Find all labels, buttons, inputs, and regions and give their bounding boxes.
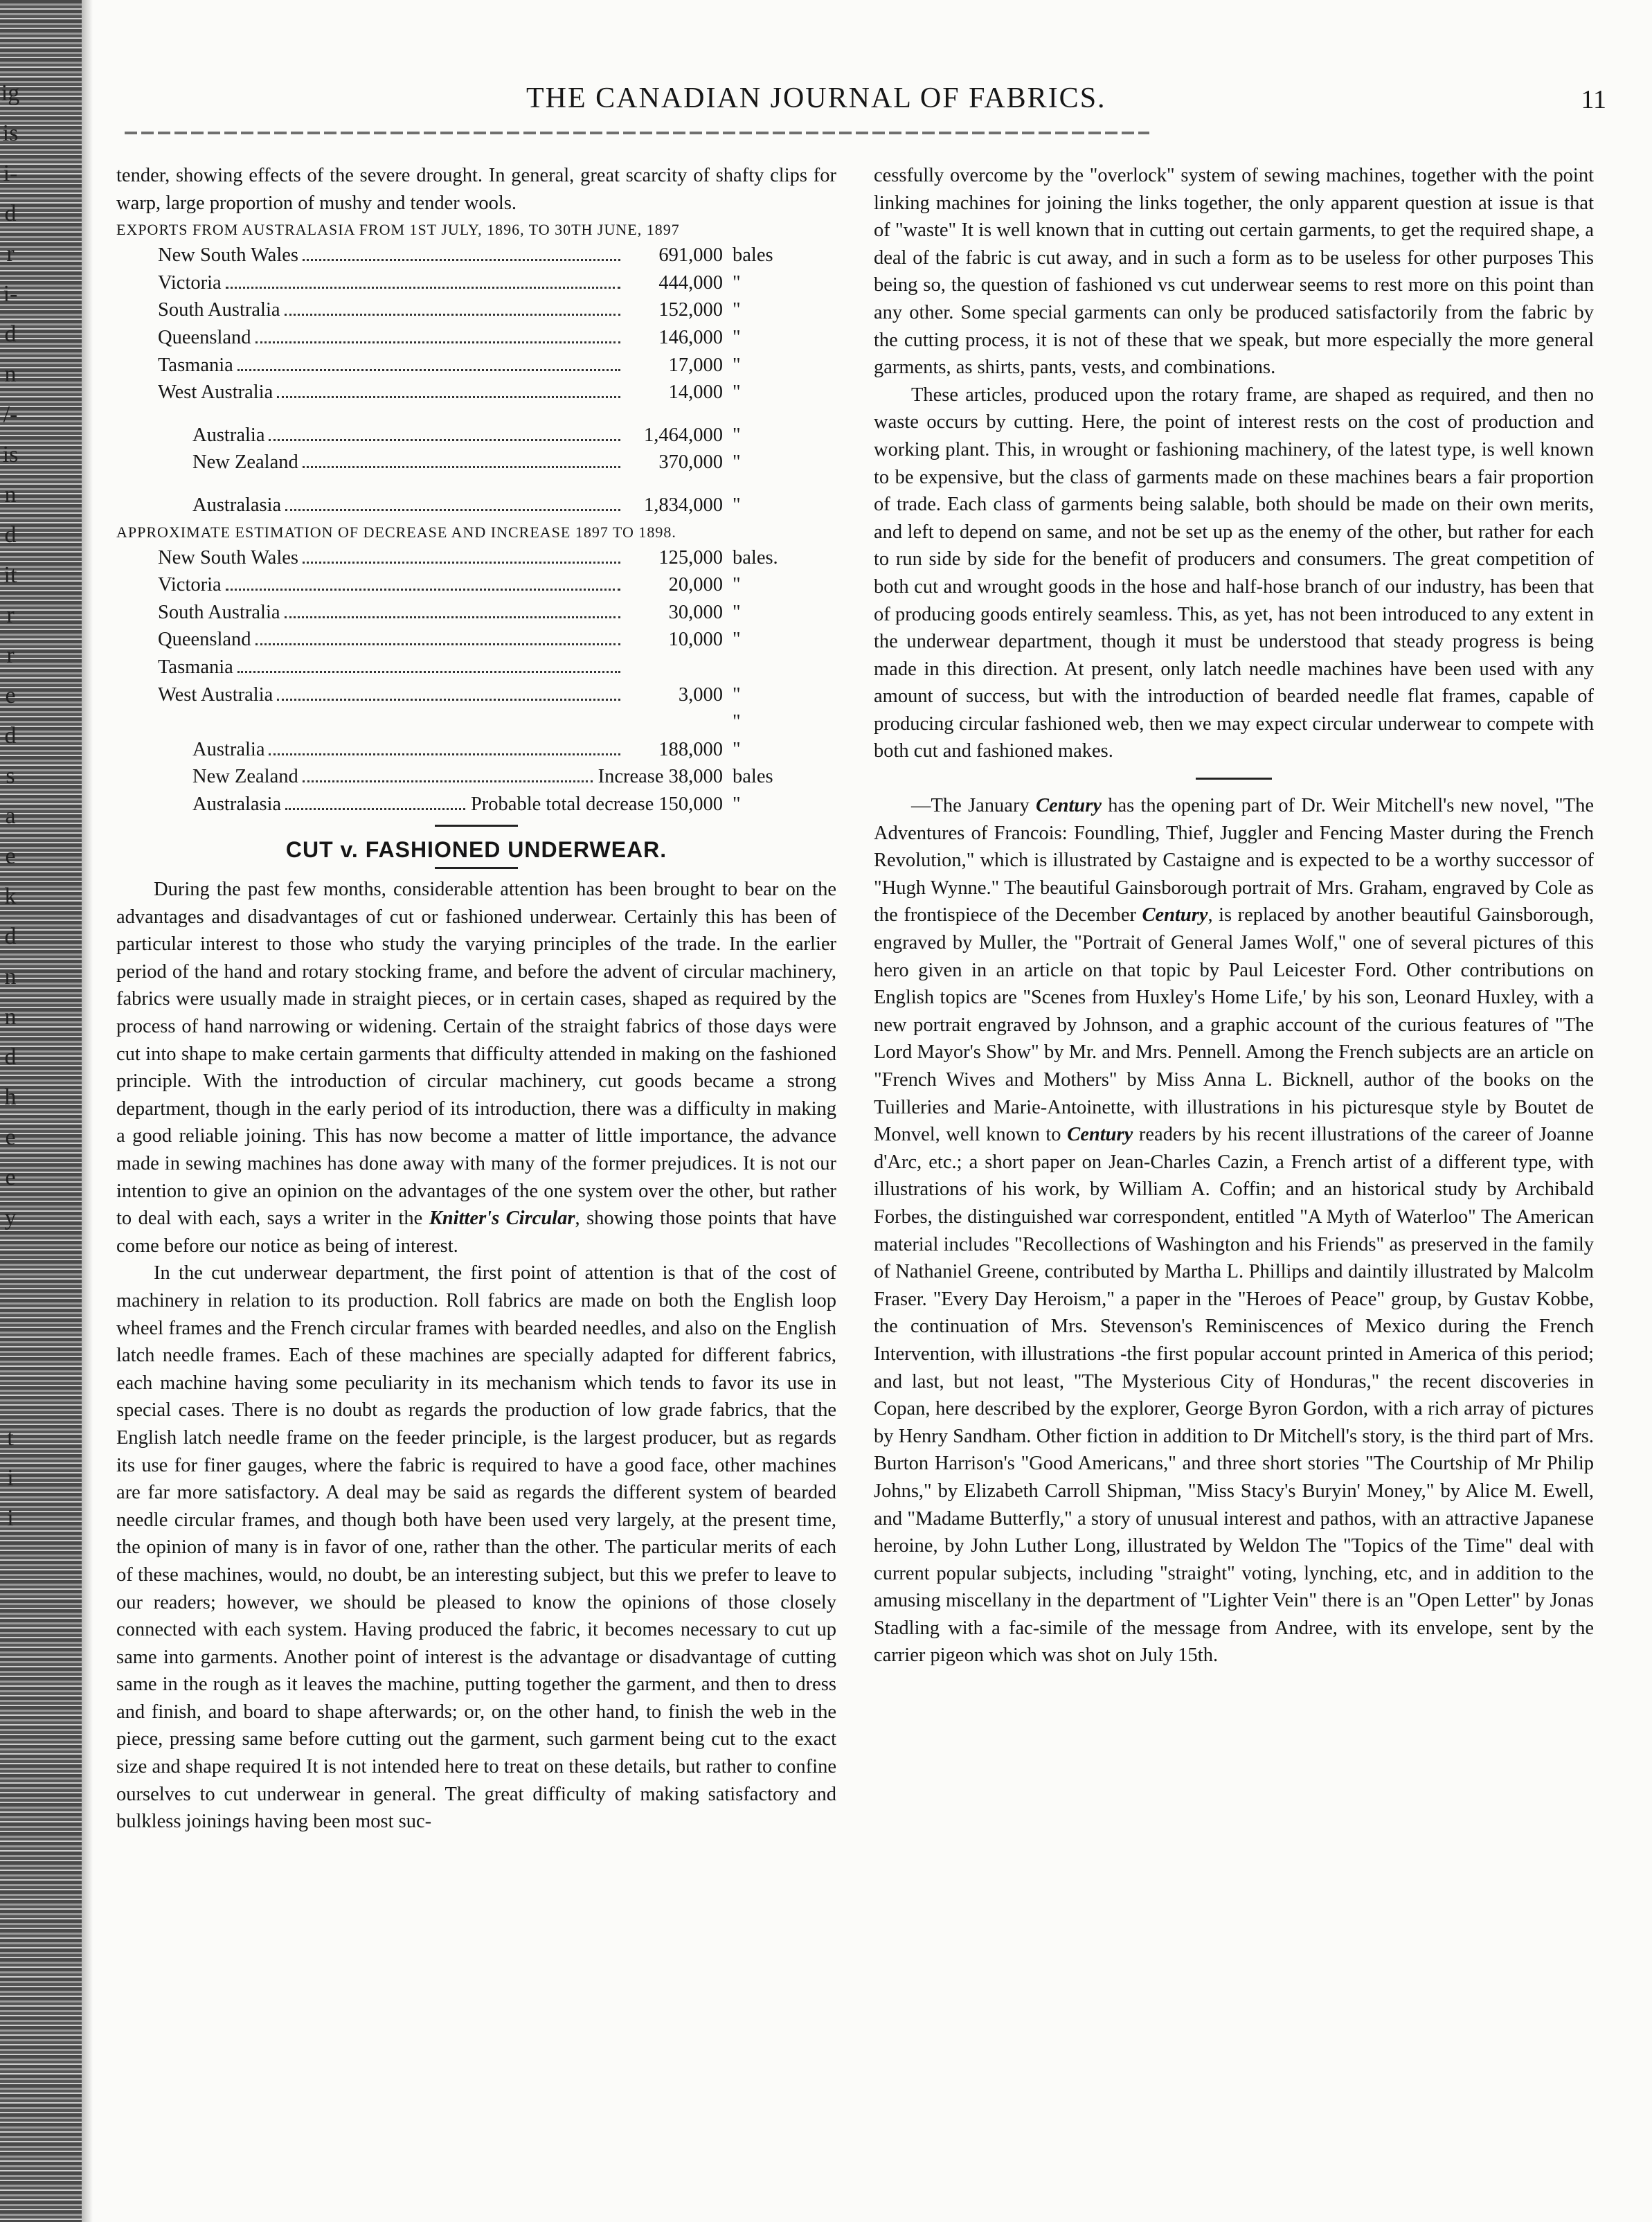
stat-name: West Australia: [158, 683, 273, 706]
stat-name: New Zealand: [192, 451, 298, 474]
stat-name: Queensland: [158, 326, 251, 348]
margin-fragment: r: [6, 602, 15, 628]
estimation-blank-row: [116, 708, 836, 736]
margin-fragment: e: [5, 1125, 16, 1150]
paragraph: cessfully overcome by the "overlock" system of sewing machines, together with the point linking machines for joining the links together, the only apparent question at issue is that of "waste" It is well known that in cutting out certain garments, to get the required shape, a deal of the fabric is cut away, and in such a form as to be useless for other purposes This being so, the question of fashioned vs cut underwear seems to rest more on this point than any other. Some special garments can only be produced satisfactorily from the fabric by the cutting process, it is not of these that we speak, but more especially the more general garments, as shirts, pants, vests, and combinations.: [874, 165, 1594, 379]
leader-dots: [255, 629, 620, 645]
stat-row: [116, 599, 836, 627]
stat-name: Australasia: [192, 793, 282, 815]
magazine-title: Century: [1067, 1124, 1133, 1146]
stat-value: 691,000: [658, 244, 723, 267]
stat-row: [116, 324, 836, 352]
stat-unit: ": [733, 271, 741, 294]
stat-unit: ": [733, 738, 741, 760]
journal-title: THE CANADIAN JOURNAL OF FABRICS.: [526, 82, 1106, 114]
exports-heading: EXPORTS FROM AUSTRALASIA FROM 1ST JULY, 1896, TO 30TH JUNE, 1897: [116, 221, 680, 239]
stat-value: 17,000: [668, 354, 723, 376]
stat-value: 1,464,000: [644, 424, 723, 446]
intro-text: tender, showing effects of the severe drought. In general, great scarcity of shafty clips for warp, large proportion of mushy and tender wools.: [116, 165, 836, 214]
margin-fragment: n: [4, 361, 17, 387]
margin-fragment: ig: [1, 80, 20, 106]
margin-fragment: d: [4, 924, 17, 949]
leader-dots: [237, 355, 620, 371]
stat-name: New South Wales: [158, 546, 298, 568]
paragraph: [116, 876, 836, 1260]
stat-unit: ": [733, 299, 741, 321]
magazine-title: Century: [1142, 904, 1208, 926]
stat-unit: ": [733, 711, 741, 733]
margin-fragment: d: [4, 1044, 17, 1070]
margin-fragment: e: [5, 1165, 16, 1190]
stat-value: 3,000: [678, 683, 723, 706]
stat-value: 146,000: [658, 326, 723, 348]
stat-row: [116, 763, 836, 791]
estimation-heading: APPROXIMATE ESTIMATION OF DECREASE AND INCREASE 1897 TO 1898.: [116, 523, 676, 541]
stat-value: 1,834,000: [644, 494, 723, 516]
stat-unit: ": [733, 793, 741, 815]
margin-fragment: e: [5, 843, 16, 869]
leader-dots: [269, 740, 620, 755]
stat-name: New South Wales: [158, 244, 298, 267]
margin-fragment: is: [2, 120, 19, 146]
stat-row: [116, 654, 836, 681]
stat-row: [116, 681, 836, 709]
stat-unit: ": [733, 382, 741, 404]
stat-name: South Australia: [158, 299, 280, 321]
margin-fragment: r: [6, 643, 15, 668]
stat-name: Tasmania: [158, 656, 233, 678]
stat-row: [116, 379, 836, 406]
margin-fragment: /-: [3, 402, 18, 427]
stat-row: [116, 571, 836, 599]
stat-value: 152,000: [658, 299, 723, 321]
text-span: readers by his recent illustrations of the career of Joanne d'Arc, etc.; a short paper on Jean-Charles Cazin, a French artist of a different type, with illustrations of his work, by William A. Coffin; and an historical study by Archibald Forbes, the distinguished war correspondent, entitled "A Myth of Waterloo" The American material includes "Recollections of Washington and his Friends" as preserved in the family of Nathaniel Greene, contributed by Martha L. Phillips and daintily illustrated by Malcolm Fraser. "Every Day Heroism," a paper in the "Heroes of Peace" group, by Gustav Kobbe, the continuation of Mrs. Stevenson's Reminiscences of Mexico during the French Intervention, with illustrations -the first popular account printed in America of this period; and last, but not least, "The Mysterious City of Honduras," the recent discoveries in Copan, here described by the explorer, George Byron Gordon, with a rich array of pictures by Henry Sandham. Other fiction in addition to Dr Mitchell's story, is the third part of Mrs. Burton Harrison's "Good Americans," and three short stories "The Courtship of Mr Philip Johns," by Elizabeth Carroll Shipman, "Miss Stacy's Buryin' Money," by Alice M. Ewell, and "Madame Butterfly," a story of unusual interest and pathos, with an attractive Japanese heroine, by John Luther Long, illustrated by Weldon The "Topics of the Time" deal with current popular subjects, including "straight" voting, lynching, etc, and in addition to the amusing miscellany in the department of "Lighter Vein" there is an "Open Letter" by Jonas Stadling with a fac-simile of the message from Andree, with its envelope, sent by the carrier pigeon which was shot on July 15th.: [874, 1124, 1595, 1667]
leader-dots: [303, 452, 620, 468]
leader-dots: [285, 794, 465, 810]
stat-row: [116, 296, 836, 324]
stat-value: 188,000: [658, 738, 723, 760]
leader-dots: [285, 495, 620, 511]
page-header: [125, 82, 1613, 123]
leader-dots: [255, 328, 620, 343]
estimation-table: [116, 544, 836, 709]
margin-fragment: i: [7, 1505, 14, 1531]
leader-dots: [285, 602, 620, 618]
stat-name: Victoria: [158, 574, 222, 596]
stat-row: [116, 492, 836, 519]
paragraph: In the cut underwear department, the first point of attention is that of the cost of machinery in relation to its production. Roll fabrics are made on both the English loop wheel frames and the French circular frames with bearded needles, and also on the English latch needle frames. Each of these machines are specially adapted for different fabrics, each machine having some peculiarity in its mechanism which tends to favor its use in special cases. There is no doubt as regards the production of low grade fabrics, that the English latch needle frame on the feeder principle, is the largest producer, but as regards its use for finer gauges, where the fabric is required to have a good face, other machines are far more satisfactory. A deal may be said as regards the different system of bearded needle circular frames, and though both have been used very largely, at the present time, the opinion of many is in favor of one, rather than the other. The particular merits of each of these machines, would, no doubt, be an interesting subject, but this we prefer to leave to our readers; however, we should be pleased to know the opinions of those closely connected with each system. Having produced the fabric, it becomes necessary to cut up same into garments. Another point of interest is the advantage or disadvantage of cutting same in the rough as it leaves the machine, putting together the garment, and then to dress and finish, and board to shape afterwards; or, on the other hand, to finish the web in the piece, pressing same before cutting out the garment, such garment being cut to the exact size and shape required It is not intended here to treat on these details, but rather to confine ourselves to cut underwear in general. The great difficulty of making satisfactory and bulkless joinings having been most suc-: [116, 1262, 836, 1833]
stat-value: 10,000: [668, 629, 723, 651]
text-span: , is replaced by another beautiful Gainsborough, engraved by Muller, the "Portrait of General James Wolf," one of several pictures of this hero given in an article on that topic by Paul Leicester Ford. Other contributions on English topics are "Scenes from Huxley's Home Life,' by his son, Leonard Huxley, with a new portrait engraved by Johnson, and a graphic account of the curious features of "The Lord Mayor's Show" by Mr. and Mrs. Pennell. Among the French subjects are an article on "French Wives and Mothers" by Miss Anna L. Bicknell, author of the books on the Tuilleries and Marie-Antoinette, with illustrations in his picturesque style by Boutet de Monvel, well known to: [874, 904, 1594, 1146]
stat-name: New Zealand: [192, 766, 298, 788]
margin-fragment: i: [7, 1465, 14, 1491]
leader-dots: [226, 575, 620, 591]
right-column: [874, 162, 1594, 1669]
stat-name: Australia: [192, 738, 265, 760]
margin-fragment: t: [7, 1425, 14, 1451]
paragraph: [874, 792, 1594, 1669]
stat-name: Victoria: [158, 271, 222, 294]
margin-fragment: h: [4, 1084, 17, 1110]
stat-unit: bales: [733, 244, 773, 267]
margin-fragment: e: [5, 683, 16, 708]
margin-fragment: it: [3, 562, 17, 588]
margin-fragment: d: [4, 321, 17, 347]
margin-fragment: s: [6, 763, 15, 789]
stat-row: [116, 791, 836, 818]
stat-unit: bales.: [733, 546, 778, 568]
stat-row: [116, 626, 836, 654]
stat-unit: ": [733, 629, 741, 651]
stat-row: [116, 242, 836, 269]
margin-fragment: is: [2, 442, 19, 467]
margin-fragment: d: [4, 723, 17, 749]
stat-row: [116, 736, 836, 764]
exports-grand-total: [116, 492, 836, 519]
stat-row: [116, 449, 836, 476]
left-column: [116, 162, 836, 1836]
section-rule: [435, 867, 518, 869]
margin-fragment: i-: [3, 161, 18, 186]
text-span: , showing those points that have come before our notice as being of interest.: [116, 1208, 836, 1257]
margin-fragment: d: [4, 201, 17, 226]
margin-fragment: r: [6, 241, 15, 267]
margin-fragment: y: [4, 1205, 17, 1230]
page-number: 11: [1581, 85, 1606, 114]
margin-fragment: i-: [3, 281, 18, 307]
margin-fragment: n: [4, 482, 17, 508]
stat-value: 125,000: [658, 546, 723, 568]
exports-table: [116, 242, 836, 406]
margin-fragment: n: [4, 964, 17, 989]
stat-value: 14,000: [668, 382, 723, 404]
stat-value: 444,000: [658, 271, 723, 294]
stat-unit: ": [733, 424, 741, 446]
stat-unit: ": [733, 494, 741, 516]
stat-unit: ": [733, 574, 741, 596]
estimation-totals: [116, 736, 836, 818]
stat-unit: ": [733, 326, 741, 348]
stat-name: Australasia: [192, 494, 282, 516]
stat-row: [116, 544, 836, 572]
stat-value: 30,000: [668, 601, 723, 623]
magazine-title: Century: [1035, 795, 1102, 817]
stat-name: Tasmania: [158, 354, 233, 376]
stat-unit: ": [733, 451, 741, 474]
leader-dots: [303, 548, 620, 564]
leader-dots: [285, 300, 620, 316]
stat-value: Increase 38,000: [598, 766, 723, 788]
text-span: —The January: [911, 795, 1030, 817]
stat-unit: ": [733, 601, 741, 623]
stat-row: [116, 422, 836, 449]
exports-totals: [116, 422, 836, 476]
leader-dots: [226, 273, 620, 289]
stat-row: [116, 352, 836, 379]
stat-name: Australia: [192, 424, 265, 446]
text-span: During the past few months, considerable attention has been brought to bear on the advantages and disadvantages of cut or fashioned underwear. Certainly this has been of particular interest to those who study the varying principles of the trade. In the earlier period of the hand and rotary stocking frame, and before the advent of circular machinery, fabrics were usually made in straight pieces, or in certain cases, shaped as required by the process of hand narrowing or widening. Certain of the straight fabrics of those days were cut into shape to make certain garments that difficulty attended in making on the fashioned principle. With the introduction of circular machinery, cut goods became a strong department, though in the early period of its introduction, there was a difficulty in making a good reliable joining. This has now become a matter of little importance, the advance made in sewing machines has done away with many of the former prejudices. It is not our intention to give an opinion on the advantages of the one system over the other, but rather to deal with each, says a writer in the: [116, 879, 836, 1230]
margin-fragment: k: [4, 884, 17, 909]
margin-fragment: d: [4, 522, 17, 548]
leader-dots: [277, 382, 620, 398]
stat-unit: bales: [733, 766, 773, 788]
stat-name: Queensland: [158, 629, 251, 651]
stat-name: West Australia: [158, 382, 273, 404]
stat-unit: ": [733, 354, 741, 376]
article-separator: [1196, 778, 1272, 780]
stat-value: 370,000: [658, 451, 723, 474]
leader-dots: [269, 425, 620, 441]
leader-dots: [237, 657, 620, 673]
section-rule-top: [435, 825, 518, 827]
source-title: Knitter's Circular: [429, 1208, 575, 1230]
paragraph: These articles, produced upon the rotary frame, are shaped as required, and then no waste occurs by cutting. Here, the point of interest rests on the cost of production and working plant. This, in wrought or fashioning machinery, of the latest type, is well known to be expensive, but the class of garments made on these machines bears a fair proportion of trade. Each class of garments being salable, both should be made on their own merits, and left to depend on same, and not be set up as the enemy of the other, but rather for each to run side by side for the benefit of producers and consumers. The great competition of both cut and wrought goods in the hose and half-hose branch of our industry, has been that of producing goods entirely seamless. This, as yet, has not been introduced to any extent in the underwear department, though it must be understood that steady progress is being made in this direction. At present, only latch needle machines have been used with any amount of success, but with the introduction of bearded needle flat frames, capable of producing circular fashioned web, then we may expect circular underwear to compete with both cut and fashioned makes.: [874, 384, 1594, 762]
stat-unit: ": [733, 683, 741, 706]
stat-name: South Australia: [158, 601, 280, 623]
text-span: has the opening part of Dr. Weir Mitchell's new novel, "The Adventures of Francois: Foundling, Thief, Juggler and Fencing Master during the French Revolution," which is illustrated by Castaigne and is expected to be a worthy successor of "Hugh Wynne." The beautiful Gainsborough portrait of Mrs. Graham, engraved by Cole as the frontispiece of the December: [874, 795, 1594, 926]
section-title: CUT v. FASHIONED UNDERWEAR.: [285, 837, 667, 863]
leader-dots: [303, 767, 593, 782]
stat-value: 20,000: [668, 574, 723, 596]
stat-row: [116, 269, 836, 297]
stat-value: Probable total decrease 150,000: [470, 793, 723, 815]
header-rule: [125, 132, 1149, 134]
margin-fragment: n: [4, 1004, 17, 1030]
margin-fragment: a: [5, 803, 16, 829]
leader-dots: [303, 245, 620, 261]
leader-dots: [277, 685, 620, 701]
